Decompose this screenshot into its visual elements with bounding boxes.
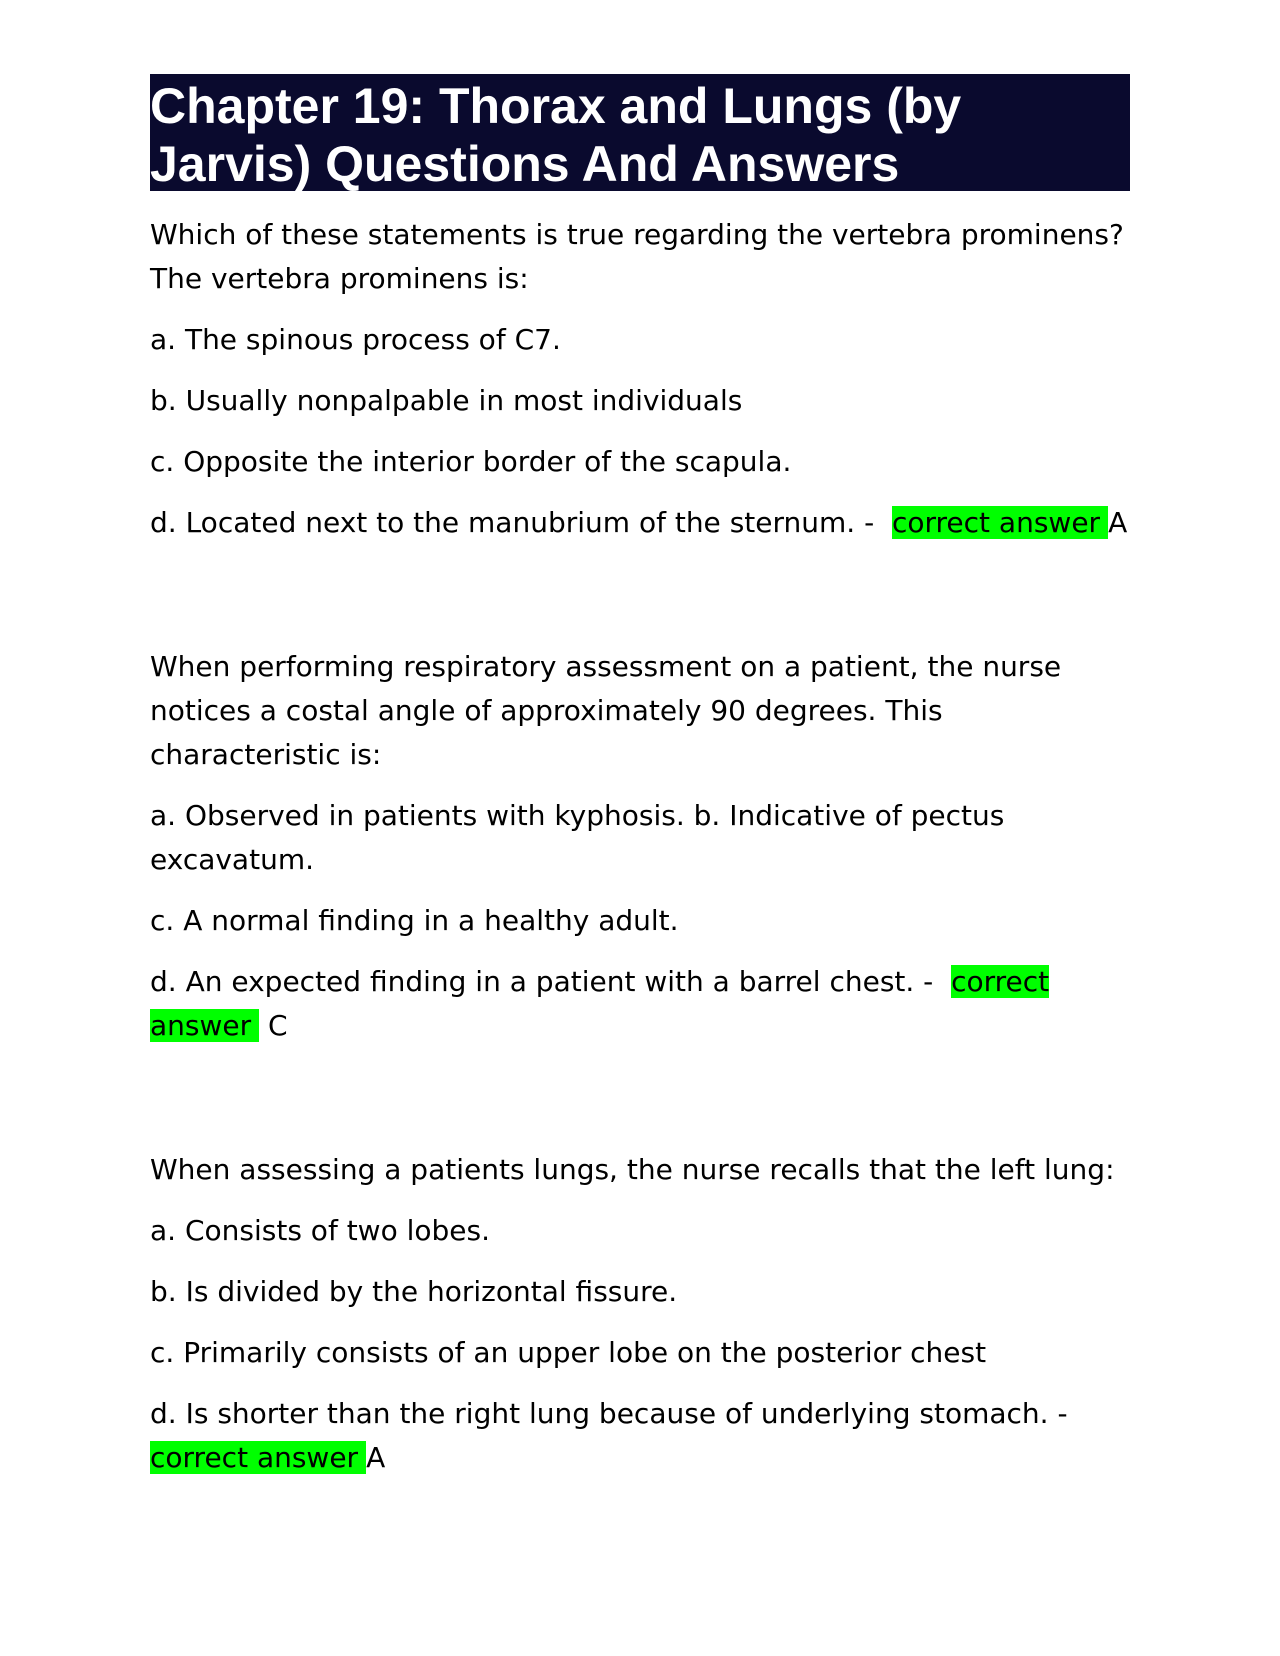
question-list [150,213,1130,1480]
title-banner [150,74,1130,191]
option-b: b. Usually nonpalpable in most individuals [150,384,743,417]
option-c: c. Opposite the interior border of the scapula. [150,445,792,478]
option-a-b: a. Observed in patients with kyphosis. b. Indicative of pectus excavatum. [150,799,1005,876]
question-text: When performing respiratory assessment on a patient, the nurse notices a costal angle of approximately 90 degrees. This characteristic is: [150,650,1062,771]
option-c: c. Primarily consists of an upper lobe on the posterior chest [150,1336,987,1369]
option-d: d. Located next to the manubrium of the sternum. - [150,506,875,539]
option-b: b. Is divided by the horizontal fissure. [150,1275,678,1308]
answer-highlight: correct answer [150,965,1050,1042]
question-text: Which of these statements is true regarding the vertebra prominens? The vertebra prominens is: [150,218,1124,295]
option-c: c. A normal finding in a healthy adult. [150,904,679,937]
option-d: d. An expected finding in a patient with a barrel chest. - [150,965,934,998]
option-d-with-answer [150,960,1130,1048]
question-block-3 [150,1148,1130,1480]
option-d-with-answer [150,1392,1130,1480]
option-a: a. Consists of two lobes. [150,1214,491,1247]
question-text: When assessing a patients lungs, the nurse recalls that the left lung: [150,1153,1115,1186]
question-block-1 [150,213,1130,545]
option-a: a. The spinous process of C7. [150,323,561,356]
answer-letter: A [1108,506,1128,539]
answer-letter: A [366,1441,386,1474]
answer-highlight: correct answer [892,506,1108,539]
option-d: d. Is shorter than the right lung because of underlying stomach. - [150,1397,1068,1430]
option-d-with-answer [150,501,1130,545]
answer-highlight: correct answer [150,1441,366,1474]
question-block-2 [150,645,1130,1048]
document-title: Chapter 19: Thorax and Lungs (by Jarvis) Questions And Answers [150,78,962,192]
document-page [150,74,1130,1497]
answer-letter: C [268,1009,288,1042]
